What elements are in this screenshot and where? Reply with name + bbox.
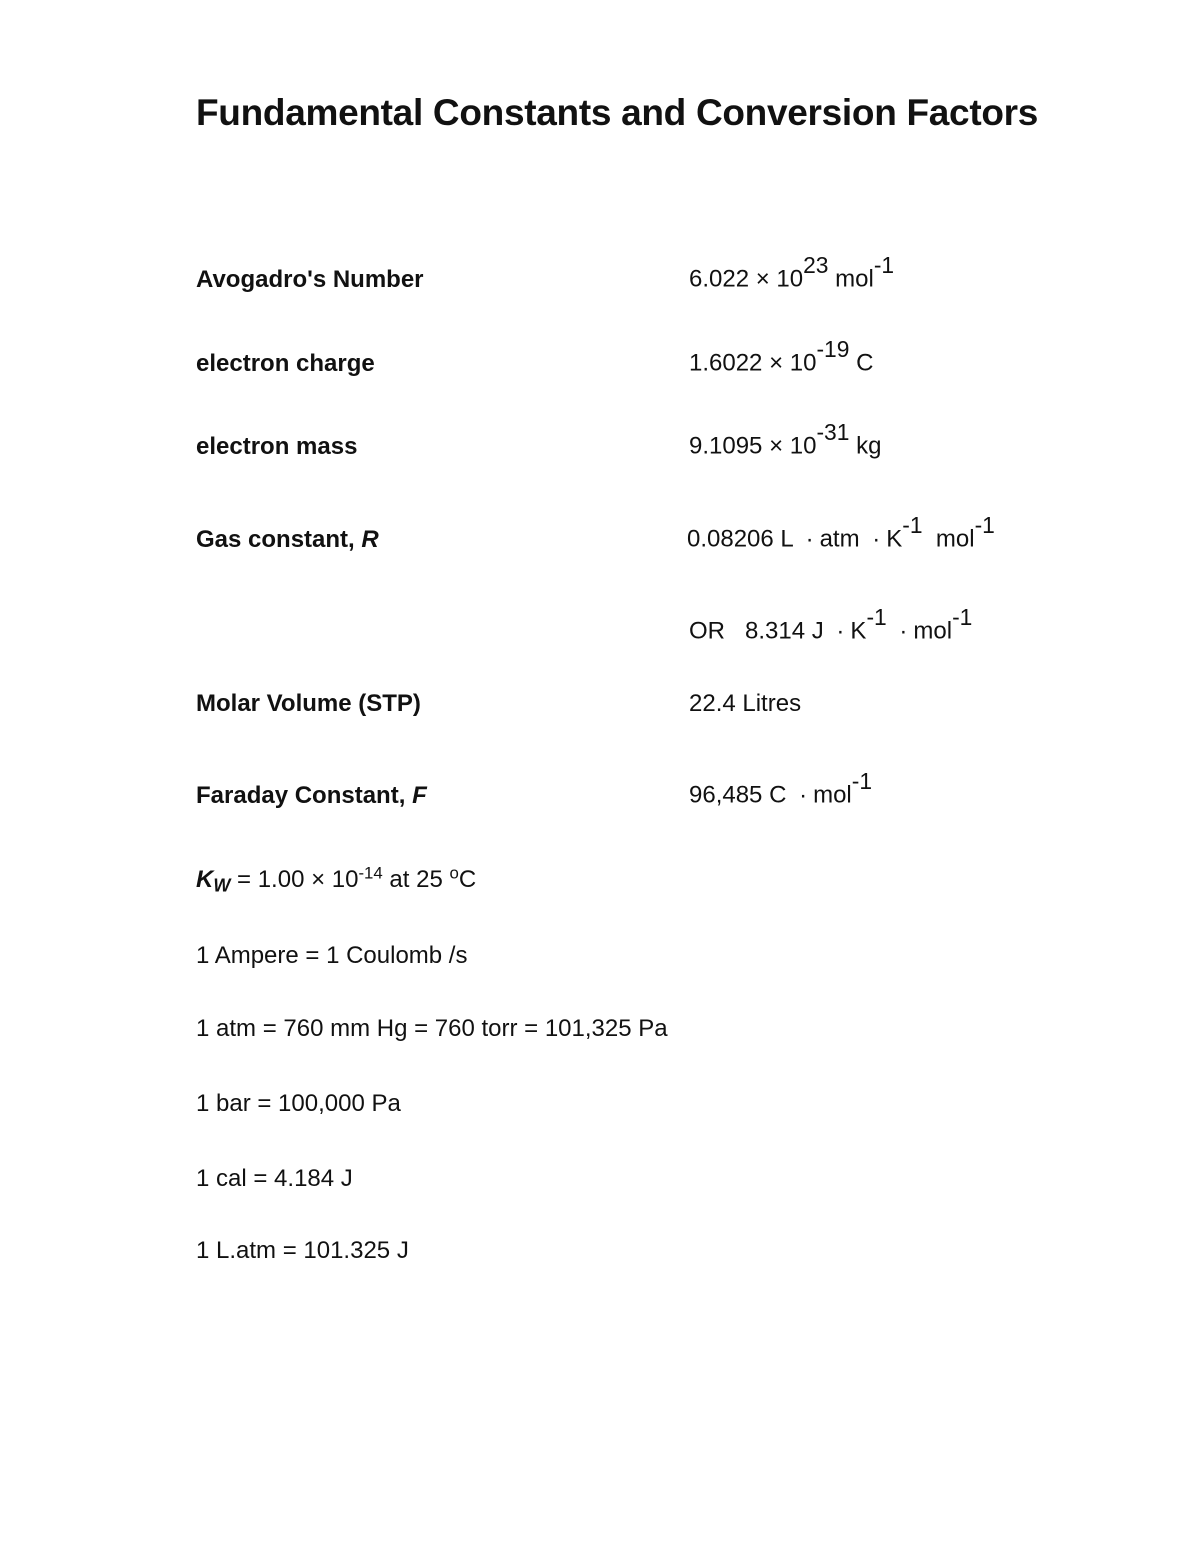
constant-label: Avogadro's Number: [196, 266, 424, 293]
unit-exponent: -1: [974, 512, 995, 539]
conversion-line: 1 atm = 760 mm Hg = 760 torr = 101,325 Pa: [196, 1015, 668, 1042]
constant-value: [689, 768, 873, 810]
middle-dot: ·: [805, 526, 814, 553]
constant-value: [687, 512, 995, 554]
value-number: 8.314 J: [745, 618, 824, 645]
constant-row-avogadro: [0, 254, 1200, 294]
kw-unit: C: [458, 866, 477, 893]
value-exponent: 23: [803, 252, 829, 279]
constant-label: [196, 782, 427, 810]
middle-dot: ·: [799, 782, 808, 809]
kw-value: = 1.00 × 10: [237, 866, 359, 893]
constant-value: [689, 336, 874, 378]
value-prefix: OR: [689, 618, 725, 645]
constant-symbol: F: [412, 782, 427, 809]
value-mantissa: 9.1095 × 10: [689, 433, 817, 460]
unit-exponent: -1: [902, 512, 923, 539]
page-title: Fundamental Constants and Conversion Factors: [196, 92, 1039, 133]
constant-value: 22.4 Litres: [689, 690, 802, 717]
value-mantissa: 6.022 × 10: [689, 266, 804, 293]
middle-dot: ·: [836, 618, 845, 645]
constant-label-text: Faraday Constant,: [196, 782, 406, 809]
value-unit: K: [886, 526, 903, 553]
kw-symbol: K: [196, 866, 214, 893]
middle-dot: ·: [872, 526, 881, 553]
value-unit: mol: [935, 526, 975, 553]
constant-value: [689, 252, 895, 294]
constant-label: [196, 526, 379, 554]
conversion-line: 1 L.atm = 101.325 J: [196, 1237, 409, 1264]
kw-exponent: -14: [358, 863, 383, 883]
constant-label: electron mass: [196, 433, 358, 460]
value-number: 0.08206 L: [687, 526, 793, 553]
unit-exponent: -1: [866, 604, 887, 631]
constant-symbol: R: [361, 526, 379, 553]
unit-exponent: -1: [873, 252, 895, 279]
unit-exponent: -1: [851, 768, 873, 795]
value-unit: mol: [913, 618, 953, 645]
conversion-line: 1 Ampere = 1 Coulomb /s: [196, 942, 468, 969]
constant-row-electron-charge: [0, 338, 1200, 378]
degree-symbol: o: [449, 863, 459, 883]
constant-label: electron charge: [196, 350, 375, 377]
kw-subscript: W: [213, 875, 231, 896]
conversion-line: 1 cal = 4.184 J: [196, 1165, 353, 1192]
constant-row-gas-constant: [0, 514, 1200, 554]
constant-value: [689, 419, 882, 461]
value-exponent: -31: [816, 419, 850, 446]
value-unit: mol: [835, 266, 874, 293]
value-mantissa: 1.6022 × 10: [689, 350, 817, 377]
value-unit: atm: [819, 526, 860, 553]
conversion-line: 1 bar = 100,000 Pa: [196, 1090, 401, 1117]
constant-row-faraday: [0, 770, 1200, 810]
value-unit: mol: [813, 782, 852, 809]
constant-label: Molar Volume (STP): [196, 690, 421, 717]
constant-row-electron-mass: [0, 421, 1200, 461]
kw-line: [196, 863, 477, 896]
constant-label-text: Gas constant,: [196, 526, 355, 553]
value-number: 96,485 C: [689, 782, 787, 809]
constant-row-molar-volume: [0, 678, 1200, 718]
constant-value: [689, 604, 973, 646]
unit-exponent: -1: [952, 604, 973, 631]
value-unit: C: [856, 350, 874, 377]
kw-condition: at 25: [389, 866, 443, 893]
value-exponent: -19: [816, 336, 850, 363]
middle-dot: ·: [899, 618, 908, 645]
value-unit: K: [850, 618, 867, 645]
value-unit: kg: [856, 433, 882, 460]
constant-row-gas-constant-alt: [0, 606, 1200, 646]
